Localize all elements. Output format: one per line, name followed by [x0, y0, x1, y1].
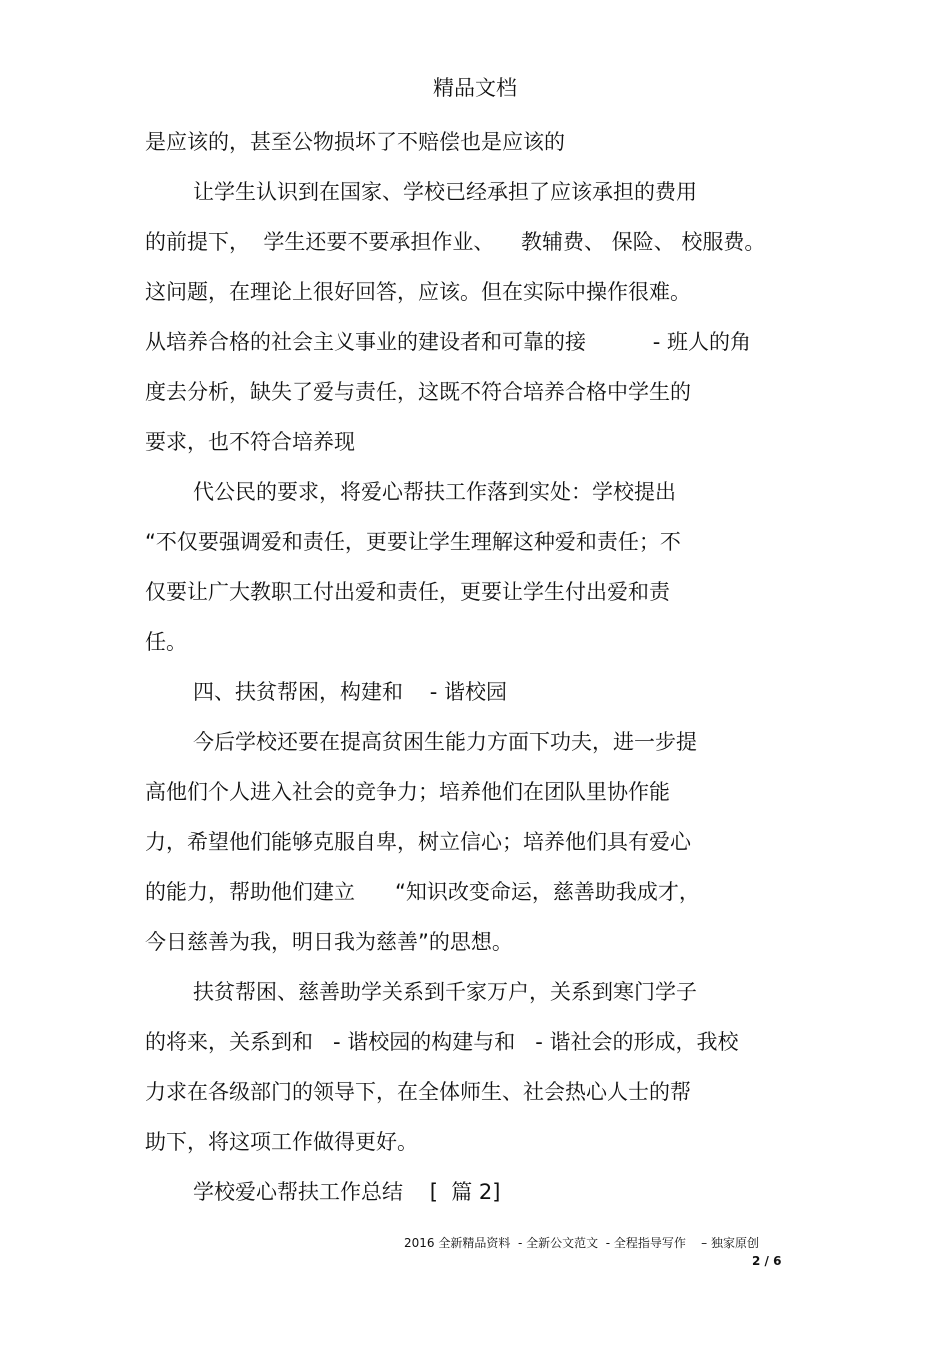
page-footer: 2016 全新精品资料 - 全新公文范文 - 全程指导写作 – 独家原创: [404, 1236, 759, 1250]
body-line: 是应该的，甚至公物损坏了不赔偿也是应该的: [145, 130, 565, 154]
body-line: 今后学校还要在提高贫困生能力方面下功夫，进一步提: [193, 730, 697, 754]
body-line: 的将来，关系到和 - 谐校园的构建与和 - 谐社会的形成，我校: [145, 1030, 739, 1054]
body-line: 任。: [145, 630, 187, 654]
body-line: 的前提下， 学生还要不要承担作业、 教辅费、 保险、 校服费。: [145, 230, 766, 254]
body-line: 力，希望他们能够克服自卑，树立信心；培养他们具有爱心: [145, 830, 691, 854]
body-line: 代公民的要求，将爱心帮扶工作落到实处：学校提出: [193, 480, 676, 504]
body-line: 让学生认识到在国家、学校已经承担了应该承担的费用: [193, 180, 697, 204]
body-line: 高他们个人进入社会的竞争力；培养他们在团队里协作能: [145, 780, 670, 804]
body-line: 今日慈善为我，明日我为慈善”的思想。: [145, 930, 513, 954]
body-line: 从培养合格的社会主义事业的建设者和可靠的接 - 班人的角: [145, 330, 752, 354]
body-line: 这问题，在理论上很好回答，应该。但在实际中操作很难。: [145, 280, 691, 304]
body-line: 力求在各级部门的领导下，在全体师生、社会热心人士的帮: [145, 1080, 691, 1104]
body-line: 仅要让广大教职工付出爱和责任，更要让学生付出爱和责: [145, 580, 670, 604]
body-line: 的能力，帮助他们建立 “知识改变命运，慈善助我成才，: [145, 880, 700, 904]
body-line: 要求，也不符合培养现: [145, 430, 355, 454]
body-line: 扶贫帮困、慈善助学关系到千家万户，关系到寒门学子: [193, 980, 697, 1004]
article-title-line: 学校爱心帮扶工作总结 [ 篇 2]: [193, 1180, 501, 1204]
body-line: “不仅要强调爱和责任，更要让学生理解这种爱和责任；不: [145, 530, 681, 554]
page-header: 精品文档: [433, 76, 517, 100]
body-line: 助下，将这项工作做得更好。: [145, 1130, 418, 1154]
section-heading: 四、扶贫帮困，构建和 - 谐校园: [193, 680, 507, 704]
body-line: 度去分析，缺失了爱与责任，这既不符合培养合格中学生的: [145, 380, 691, 404]
page-number: 2 / 6: [752, 1254, 782, 1268]
